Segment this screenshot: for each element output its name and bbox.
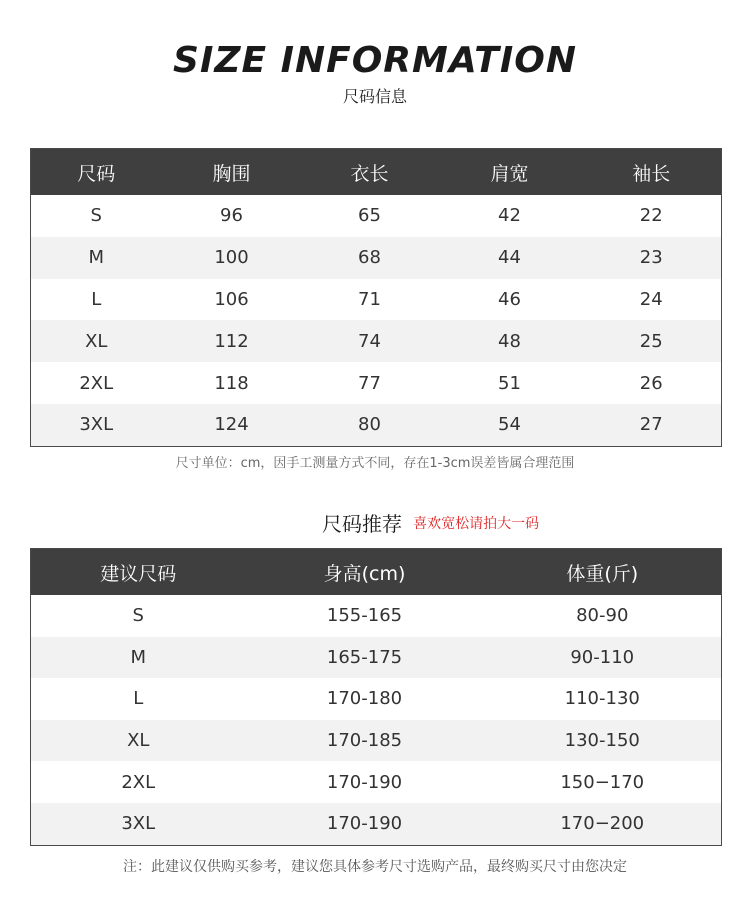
header-length: 衣长 (302, 149, 438, 196)
table-row (31, 237, 722, 279)
header-weight: 体重(斤) (484, 549, 722, 596)
table-row (31, 678, 722, 720)
recommend-tip: 喜欢宽松请拍大一码 (413, 515, 540, 532)
table-cell: 110-130 (484, 678, 722, 720)
table-cell: M (31, 637, 246, 679)
size-table (30, 148, 722, 447)
table-cell: 42 (438, 195, 582, 237)
table-cell: 65 (302, 195, 438, 237)
page-subtitle: 尺码信息 (342, 87, 407, 106)
measurement-note: 尺寸单位：cm，因手工测量方式不同，存在1-3cm误差皆属合理范围 (175, 456, 575, 471)
recommend-heading (322, 508, 539, 537)
table-cell: 2XL (31, 362, 162, 404)
page-title: SIZE INFORMATION (173, 40, 577, 81)
table-cell: 155-165 (246, 595, 484, 637)
header-sleeve: 袖长 (582, 149, 722, 196)
table-cell: 100 (162, 237, 302, 279)
table-cell: XL (31, 720, 246, 762)
table-cell: 68 (302, 237, 438, 279)
table-cell: 170-185 (246, 720, 484, 762)
table-cell: 112 (162, 320, 302, 362)
table-cell: 80 (302, 404, 438, 446)
table-row (31, 595, 722, 637)
header-shoulder: 肩宽 (438, 149, 582, 196)
table-cell: 48 (438, 320, 582, 362)
header-height: 身高(cm) (246, 549, 484, 596)
table-cell: 51 (438, 362, 582, 404)
table-cell: 80-90 (484, 595, 722, 637)
header-suggested-size: 建议尺码 (31, 549, 246, 596)
table-row (31, 320, 722, 362)
recommend-title: 尺码推荐 (322, 512, 402, 536)
table-cell: 150−170 (484, 761, 722, 803)
table-cell: 130-150 (484, 720, 722, 762)
recommend-table (30, 548, 722, 846)
table-cell: 3XL (31, 404, 162, 446)
table-cell: 22 (582, 195, 722, 237)
table-cell: 170-180 (246, 678, 484, 720)
table-cell: 24 (582, 279, 722, 321)
table-cell: 170−200 (484, 803, 722, 845)
table-cell: 25 (582, 320, 722, 362)
table-cell: 54 (438, 404, 582, 446)
table-cell: 165-175 (246, 637, 484, 679)
table-row (31, 637, 722, 679)
table-cell: L (31, 279, 162, 321)
table-cell: 23 (582, 237, 722, 279)
header-size: 尺码 (31, 149, 162, 196)
table-row (31, 761, 722, 803)
table-row (31, 720, 722, 762)
table-row (31, 195, 722, 237)
table-cell: 44 (438, 237, 582, 279)
table-cell: 106 (162, 279, 302, 321)
table-cell: 170-190 (246, 761, 484, 803)
table-cell: S (31, 195, 162, 237)
table-cell: 74 (302, 320, 438, 362)
table-row (31, 279, 722, 321)
table-cell: 77 (302, 362, 438, 404)
table-row (31, 362, 722, 404)
table-cell: 2XL (31, 761, 246, 803)
table-cell: 96 (162, 195, 302, 237)
table-cell: M (31, 237, 162, 279)
table-row (31, 803, 722, 845)
table-cell: 90-110 (484, 637, 722, 679)
table-cell: 27 (582, 404, 722, 446)
table-cell: S (31, 595, 246, 637)
table-row (31, 404, 722, 446)
size-table-header-row (31, 149, 722, 196)
header-chest: 胸围 (162, 149, 302, 196)
table-cell: 170-190 (246, 803, 484, 845)
table-cell: 26 (582, 362, 722, 404)
table-cell: 46 (438, 279, 582, 321)
table-cell: 118 (162, 362, 302, 404)
footer-note: 注：此建议仅供购买参考，建议您具体参考尺寸选购产品，最终购买尺寸由您决定 (123, 859, 627, 875)
table-cell: L (31, 678, 246, 720)
table-cell: 3XL (31, 803, 246, 845)
table-cell: 71 (302, 279, 438, 321)
recommend-table-header-row (31, 549, 722, 596)
table-cell: XL (31, 320, 162, 362)
table-cell: 124 (162, 404, 302, 446)
